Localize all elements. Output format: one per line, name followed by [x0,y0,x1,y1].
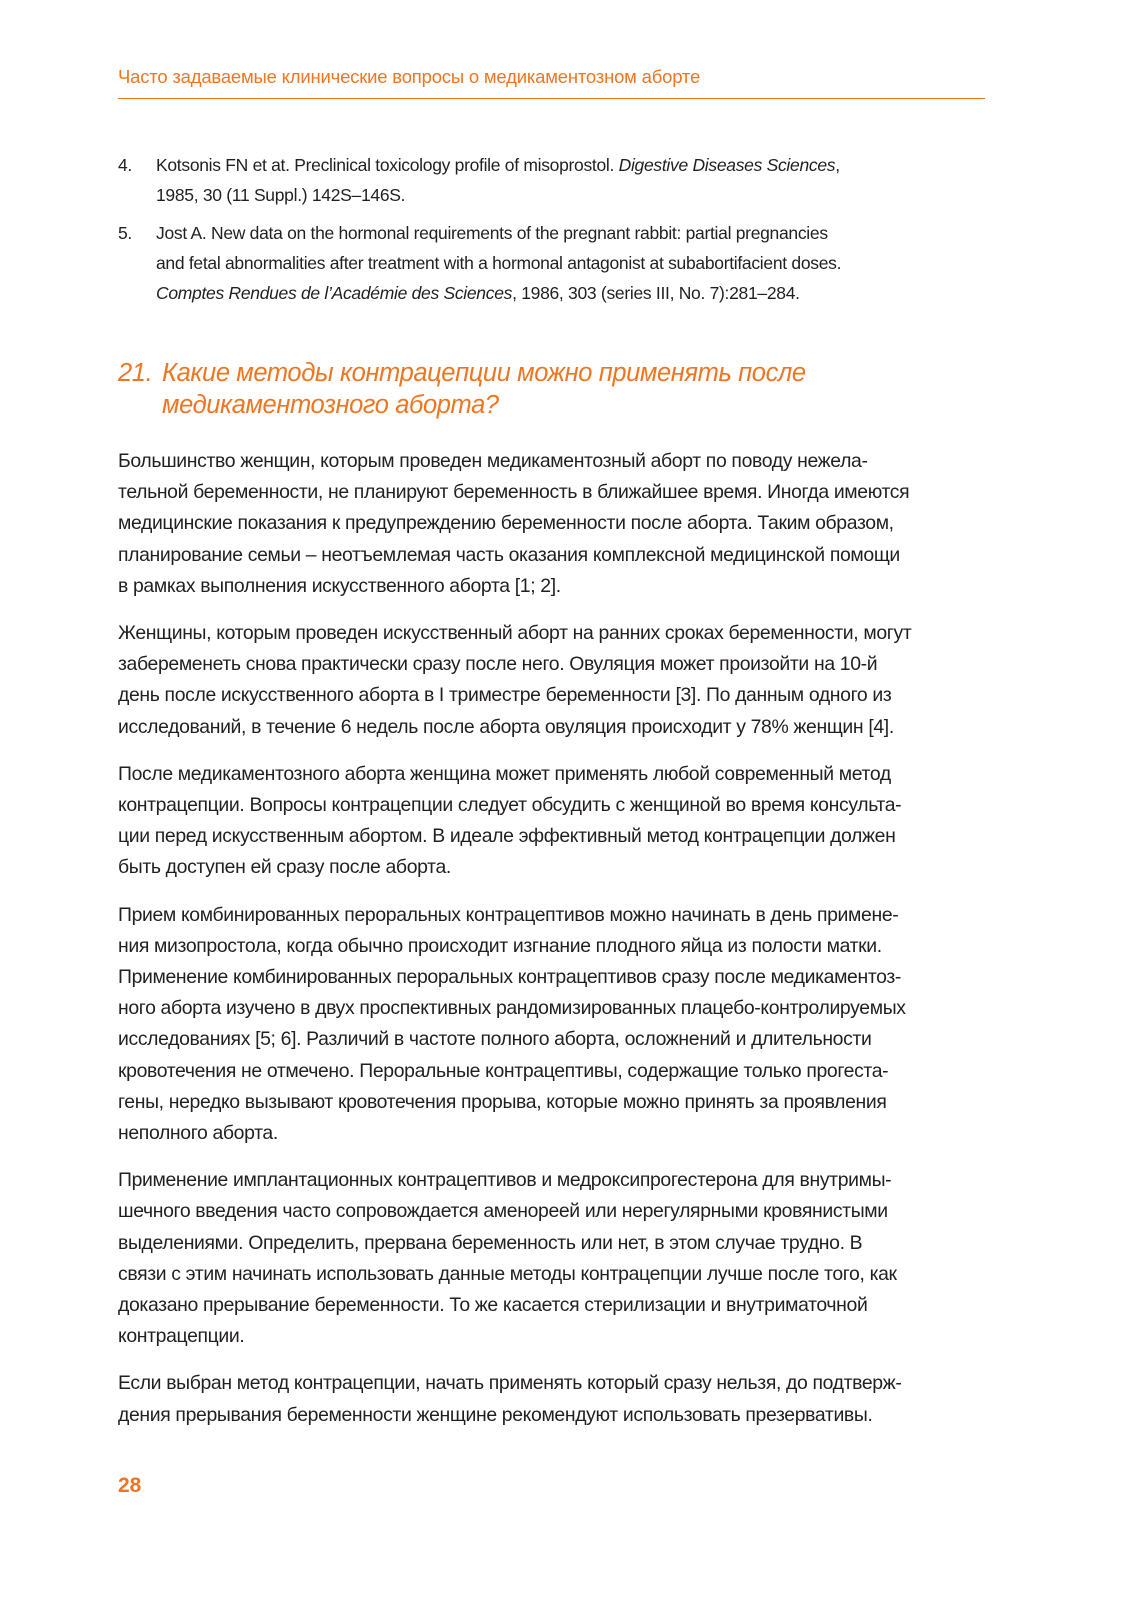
section-title-text [118,357,978,421]
reference-item [118,150,978,210]
running-header: Часто задаваемые клинические вопросы о медикаментозном аборте [118,66,701,87]
paragraph [118,759,988,884]
text-line: ного аборта изучено в двух проспективных рандомизированных плацебо-контролируемых [118,997,906,1020]
text-line: ции перед искусственным абортом. В идеале эффективный метод контрацепции должен [118,825,896,848]
text-line: доказано прерывание беременности. То же касается стерилизации и внутриматочной [118,1294,868,1317]
reference-line: and fetal abnormalities after treatment with a hormonal antagonist at subabortifacient doses. [156,253,842,273]
text-line: связи с этим начинать использовать данные методы контрацепции лучше после того, как [118,1262,897,1285]
section-number: 21. [118,359,153,387]
text-line: Если выбран метод контрацепции, начать применять который сразу нельзя, до подтверж- [118,1372,902,1395]
reference-number: 4. [118,155,132,175]
text-line: После медикаментозного аборта женщина может применять любой современный метод [118,762,891,785]
text-line: неполного аборта. [118,1122,278,1145]
section-title-line: Какие методы контрацепции можно применять после [162,359,806,387]
text-line: шечного введения часто сопровождается аменореей или нерегулярными кровянистыми [118,1200,888,1223]
text-line: Применение имплантационных контрацептивов и медроксипрогестерона для внутримы- [118,1169,892,1192]
text-line: выделениями. Определить, прервана беременность или нет, в этом случае трудно. В [118,1231,863,1254]
reference-line: Comptes Rendues de l’Académie des Sciences, 1986, 303 (series III, No. 7):281–284. [156,283,800,303]
text-line: медицинские показания к предупреждению беременности после аборта. Таким образом, [118,512,894,535]
paragraph [118,1368,988,1430]
text-line: дения прерывания беременности женщине рекомендуют использовать презервативы. [118,1403,873,1426]
body-text [118,446,988,1447]
paragraph [118,1165,988,1352]
text-line: Применение комбинированных пероральных контрацептивов сразу после медикаментоз- [118,966,902,989]
text-line: Женщины, которым проведен искусственный аборт на ранних сроках беременности, могут [118,622,912,645]
reference-number: 5. [118,223,132,243]
reference-line: Kotsonis FN et at. Preclinical toxicology profile of misoprostol. Digestive Diseases Sciences, [156,155,840,175]
text-line: контрацепции. [118,1325,245,1348]
text-line: планирование семьи – неотъемлемая часть оказания комплексной медицинской помощи [118,543,900,566]
section-heading [118,357,978,421]
text-line: Прием комбинированных пероральных контрацептивов можно начинать в день примене- [118,903,899,926]
text-line: день после искусственного аборта в I триместре беременности [3]. По данным одного из [118,684,892,707]
text-line: кровотечения не отмечено. Пероральные контрацептивы, содержащие только прогеста- [118,1059,889,1082]
text-line: в рамках выполнения искусственного аборта [1; 2]. [118,574,561,597]
text-line: быть доступен ей сразу после аборта. [118,856,451,879]
reference-line: 1985, 30 (11 Suppl.) 142S–146S. [156,185,406,205]
paragraph [118,618,988,743]
reference-item [118,218,978,308]
reference-line: Jost A. New data on the hormonal requirements of the pregnant rabbit: partial pregnancies [156,223,828,243]
header-divider [118,98,985,99]
text-line: гены, нередко вызывают кровотечения прорыва, которые можно принять за проявления [118,1090,887,1113]
section-title-line: медикаментозного аборта? [162,391,499,419]
reference-list [118,150,978,316]
text-line: Большинство женщин, которым проведен медикаментозный аборт по поводу нежела- [118,450,868,472]
paragraph [118,446,988,602]
paragraph [118,900,988,1150]
text-line: исследованиях [5; 6]. Различий в частоте полного аборта, осложнений и длительности [118,1028,872,1051]
text-line: исследований, в течение 6 недель после аборта овуляция происходит у 78% женщин [4]. [118,715,894,738]
text-line: тельной беременности, не планируют беременность в ближайшее время. Иногда имеются [118,481,910,504]
page-number: 28 [118,1474,142,1497]
text-line: ния мизопростола, когда обычно происходит изгнание плодного яйца из полости матки. [118,934,882,957]
text-line: контрацепции. Вопросы контрацепции следует обсудить с женщиной во время консульта- [118,794,902,817]
text-line: забеременеть снова практически сразу после него. Овуляция может произойти на 10-й [118,653,878,676]
